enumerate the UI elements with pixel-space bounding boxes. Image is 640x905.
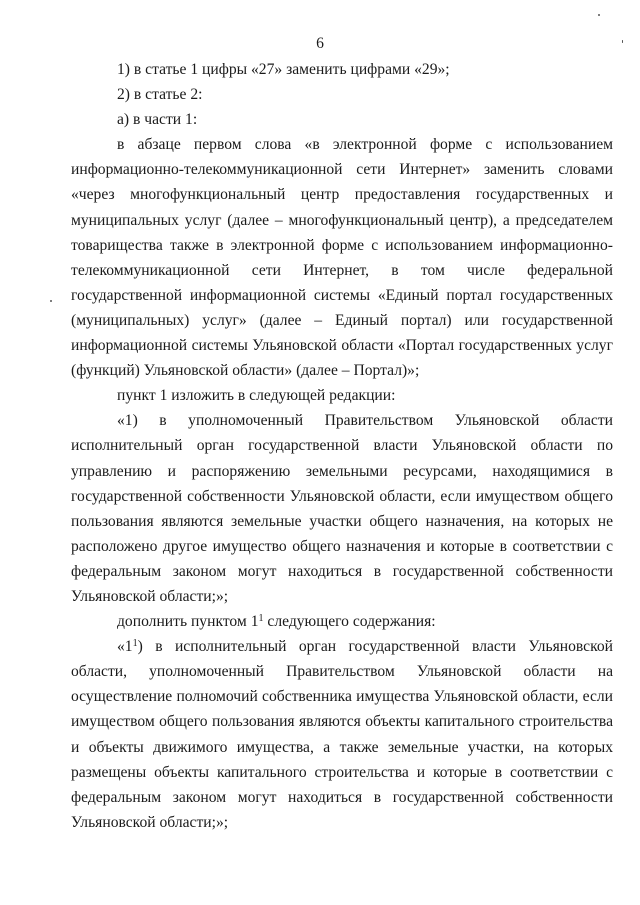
point-1-1-intro-superscript: 1 xyxy=(258,613,264,625)
document-body xyxy=(71,57,613,835)
scan-speck xyxy=(622,40,623,43)
scan-speck xyxy=(598,14,600,16)
point-1-1-open: «1 xyxy=(117,638,133,656)
paragraph-abzac-amendment: в абзаце первом слова «в электронной форме с использованием информационно-телекоммуникационной сети Интернет» заменить словами «через многофункциональный центр предоставления государственных и муниципальных услуг (далее – многофункциональный центр), а председателем товарищества также в электронной форме с использованием информационно-телекоммуникационной сети Интернет, в том числе федеральной государственной информационной системы «Единый портал государственных (муниципальных) услуг» (далее – Единый портал) или государственной информационной системы Ульяновской области «Портал государственных услуг (функций) Ульяновской области» (далее – Портал)»; xyxy=(71,136,613,380)
paragraph-point-1-text: «1) в уполномоченный Правительством Ульяновской области исполнительный орган государственной власти Ульяновской области по управлению и распоряжению земельными ресурсами, находящимися в государственной собственности Ульяновской области, если имуществом общего пользования являются земельные участки общего назначения, на которых не расположено другое имущество общего назначения и которые в соответствии с федеральным законом могут находиться в государственной собственности Ульяновской области;»; xyxy=(71,412,613,605)
paragraph-point-1-1-intro xyxy=(71,609,613,634)
item-part-1: а) в части 1: xyxy=(117,111,198,129)
point-1-1-intro-after: следующего содержания: xyxy=(263,613,436,631)
item-article-2: 2) в статье 2: xyxy=(117,86,203,104)
point-1-1-rest: ) в исполнительный орган государственной власти Ульяновской области, уполномоченный Правительством Ульяновской области на осуществление полномочий собственника имущества Ульяновской области, если имуществом общего пользования являются объекты капитального строительства и объекты движимого имущества, а также земельные участки, на которых размещены объекты капитального строительства и которые в соответствии с федеральным законом могут находиться в государственной собственности Ульяновской области;»; xyxy=(71,638,613,831)
point-1-1-intro-before: дополнить пунктом 1 xyxy=(117,613,259,631)
paragraph-point-1-intro: пункт 1 изложить в следующей редакции: xyxy=(117,387,396,405)
point-1-1-superscript: 1 xyxy=(132,638,138,650)
item-article-1: 1) в статье 1 цифры «27» заменить цифрами «29»; xyxy=(117,61,450,78)
paragraph-point-1-1-text xyxy=(71,634,613,835)
scan-speck xyxy=(50,300,52,302)
page-number: 6 xyxy=(316,35,324,52)
